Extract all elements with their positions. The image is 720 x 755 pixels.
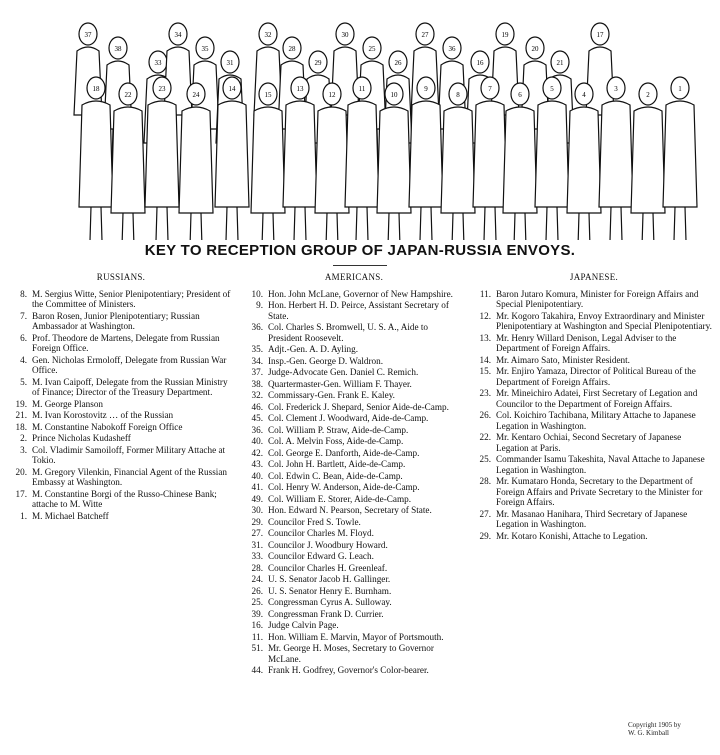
japanese-heading: JAPANESE. [569,272,619,282]
entry-text: Col. William E. Storer, Aide-de-Camp. [268,493,412,504]
figure-number: 15 [264,91,272,99]
entry-text: Col. Henry W. Anderson, Aide-de-Camp. [268,482,420,492]
entry-text: Col. William P. Straw, Aide-de-Camp. [268,424,409,435]
figure-number: 16 [476,59,484,67]
entry-text: Baron Jutaro Komura, Minister for Foreign Affairs and Special Plenipotentiary. [496,288,699,309]
japanese-entry [472,454,716,475]
figure [631,83,665,240]
figure-number: 22 [124,91,132,99]
american-entry [244,459,464,470]
entry-text: Prof. Theodore de Martens, Delegate from Russian Foreign Office. [32,332,220,353]
entry-number: 40. [251,470,263,481]
figure-number: 14 [228,85,236,93]
entry-number: 24. [251,574,263,584]
figure-number: 24 [192,91,200,99]
entry-text: M. Michael Batcheff [32,510,109,521]
entry-number: 29. [251,516,263,527]
entry-text: Councilor Charles H. Greenleaf. [268,562,388,573]
russian-entry [8,333,234,354]
entry-text: Insp.-Gen. George D. Waldron. [268,355,384,366]
entry-number: 51. [251,643,263,653]
entry-text: U. S. Senator Jacob H. Gallinger. [268,574,391,584]
entry-number: 11. [251,631,263,642]
russian-entry [8,377,234,398]
entry-number: 40. [251,436,263,446]
entry-text: Councilor Charles M. Floyd. [268,528,374,538]
figure-number: 10 [390,91,398,99]
japanese-list [472,289,716,542]
figure-number: 25 [368,45,376,53]
figure-number: 20 [531,45,539,53]
entry-number: 31. [251,539,263,550]
entry-number: 17. [15,488,27,499]
american-entry [244,289,464,300]
russian-entry [8,511,234,522]
american-entry [244,632,464,643]
russian-entry [8,311,234,332]
american-entry [244,620,464,631]
entry-text: Hon. John McLane, Governor of New Hampshire. [268,288,453,299]
group-figures-illustration [0,0,720,240]
figure-number: 1 [678,85,682,93]
entry-number: 8. [20,288,27,299]
figure-number: 9 [424,85,428,93]
title-rule [333,265,387,266]
entry-number: 41. [251,482,263,492]
page-title: KEY TO RECEPTION GROUP OF JAPAN-RUSSIA ENVOYS. [144,242,576,259]
entry-number: 34. [251,355,263,366]
american-entry [244,300,464,321]
entry-text: U. S. Senator Henry E. Burnham. [268,585,392,596]
american-entry [244,344,464,355]
figure-number: 7 [488,85,492,93]
entry-text: Mr. Kogoro Takahira, Envoy Extraordinary and Minister Plenipotentiary at Washington and Special Plenipotentiary. [496,310,712,331]
american-entry [244,597,464,608]
entry-text: Mr. Henry Willard Denison, Legal Adviser to the Department of Foreign Affairs. [496,332,677,353]
entry-text: Mr. Enjiro Yamaza, Director of Political Bureau of the Department of Foreign Affairs. [496,366,696,387]
figure-number: 4 [582,91,586,99]
entry-text: Frank H. Godfrey, Governor's Color-bearer. [268,665,429,675]
american-entry [244,505,464,516]
entry-number: 10. [251,288,263,299]
figure-number: 30 [341,31,349,39]
japanese-entry [472,355,716,366]
russian-entry [8,355,234,376]
figure-number: 8 [456,91,460,99]
entry-text: Col. A. Melvin Foss, Aide-de-Camp. [268,436,404,446]
entry-number: 22. [479,432,491,442]
american-entry [244,471,464,482]
entry-text: Judge-Advocate Gen. Daniel C. Remich. [268,367,419,377]
entry-number: 20. [15,466,27,477]
entry-number: 26. [251,585,263,596]
entry-number: 18. [15,421,27,432]
copyright-line-2: W. G. Kimball [628,729,669,737]
japanese-entry [472,311,716,332]
american-entry [244,586,464,597]
entry-text: Mr. Masanao Hanihara, Third Secretary of Japanese Legation in Washington. [496,508,688,529]
entry-text: M. Ivan Korostovitz … of the Russian [32,410,174,420]
japanese-entry [472,432,716,453]
japanese-entry [472,410,716,431]
figure-number: 3 [614,85,618,93]
american-entry [244,390,464,401]
american-entry [244,563,464,574]
entry-text: Col. George E. Danforth, Aide-de-Camp. [268,447,420,458]
entry-number: 33. [251,551,263,561]
entry-number: 30. [251,505,263,515]
entry-text: Col. Vladimir Samoiloff, Former Military Attache at Tokio. [32,444,226,465]
american-entry [244,574,464,585]
entry-text: Hon. Herbert H. D. Peirce, Assistant Secretary of State. [268,300,449,321]
entry-text: Hon. Edward N. Pearson, Secretary of State. [268,505,432,515]
american-entry [244,528,464,539]
entry-number: 39. [251,608,263,619]
american-entry [244,413,464,424]
entry-number: 12. [479,310,491,321]
entry-number: 16. [251,620,263,630]
figure-number: 11 [358,85,366,93]
american-entry [244,367,464,378]
figure-number: 6 [518,91,522,99]
figure-number: 26 [394,59,402,67]
russians-column [8,272,234,522]
entry-text: Col. Charles S. Bromwell, U. S. A., Aide to President Roosevelt. [268,322,429,343]
entry-number: 2. [20,433,27,443]
japanese-entry [472,531,716,542]
american-entry [244,517,464,528]
american-entry [244,436,464,447]
entry-text: Congressman Frank D. Currier. [268,608,384,619]
figure-number: 34 [174,31,182,39]
entry-number: 25. [479,454,491,464]
american-entry [244,551,464,562]
japanese-column [472,272,716,542]
entry-number: 9. [256,300,263,310]
entry-number: 6. [20,332,27,343]
entry-text: Councilor Fred S. Towle. [268,516,361,527]
entry-number: 28. [479,476,491,486]
figure-number: 33 [154,59,162,67]
figure-number: 21 [556,59,564,67]
entry-number: 19. [15,398,27,409]
american-entry [244,425,464,436]
entry-text: Gen. Nicholas Ermoloff, Delegate from Russian War Office. [32,354,227,375]
entry-number: 36. [251,322,263,332]
american-entry [244,643,464,664]
entry-number: 23. [479,388,491,398]
entry-text: Hon. William E. Marvin, Mayor of Portsmouth. [268,631,444,642]
american-entry [244,482,464,493]
russians-heading: RUSSIANS. [96,272,146,282]
entry-number: 7. [20,310,27,321]
entry-text: Mr. Mineichiro Adatei, First Secretary of Legation and Councilor to the Department of Foreign Affairs. [496,388,698,409]
figure-number: 38 [114,45,122,53]
entry-number: 3. [20,444,27,455]
entry-text: Councilor J. Woodbury Howard. [268,539,388,550]
russians-list [8,289,234,522]
japanese-entry [472,366,716,387]
entry-text: Commander Isamu Takeshita, Naval Attache to Japanese Legation in Washington. [496,454,705,475]
figure-number: 37 [84,31,92,39]
entry-text: Quartermaster-Gen. William F. Thayer. [268,378,412,389]
entry-text: Prince Nicholas Kudasheff [32,433,131,443]
entry-number: 38. [251,378,263,389]
entry-number: 49. [251,493,263,504]
russian-entry [8,399,234,410]
figure-number: 18 [92,85,100,93]
entry-text: Col. Frederick J. Shepard, Senior Aide-de-Camp. [268,401,449,412]
entry-number: 37. [251,367,263,377]
entry-number: 25. [251,597,263,607]
entry-text: Col. Clement J. Woodward, Aide-de-Camp. [268,413,429,423]
entry-text: Col. Koichiro Tachibana, Military Attache to Japanese Legation in Washington. [496,410,696,431]
entry-text: Judge Calvin Page. [268,620,339,630]
figure-number: 23 [158,85,166,93]
entry-number: 36. [251,424,263,435]
entry-number: 35. [251,344,263,354]
americans-column [244,272,464,677]
russian-entry [8,467,234,488]
americans-list [244,289,464,676]
entry-text: M. Ivan Caipoff, Delegate from the Russian Ministry of Finance; Director of the Treasury Department. [32,376,228,397]
figure-number: 32 [264,31,272,39]
entry-number: 15. [479,366,491,376]
entry-number: 11. [479,288,491,299]
entry-text: Commissary-Gen. Frank E. Kaley. [268,390,395,400]
russian-entry [8,489,234,510]
entry-number: 46. [251,401,263,412]
entry-text: M. Gregory Vilenkin, Financial Agent of the Russian Embassy at Washington. [32,466,227,487]
entry-text: Baron Rosen, Junior Plenipotentiary; Russian Ambassador at Washington. [32,310,200,331]
figure-number: 31 [226,59,234,67]
figure-number: 35 [201,45,209,53]
copyright-notice [628,721,681,737]
entry-number: 27. [479,508,491,519]
american-entry [244,448,464,459]
copyright-line-1: Copyright 1905 by [628,721,681,729]
japanese-entry [472,388,716,409]
japanese-entry [472,476,716,508]
entry-text: M. Sergius Witte, Senior Plenipotentiary; President of the Committee of Ministers. [32,288,231,309]
entry-text: M. George Planson [32,398,104,409]
entry-number: 4. [20,354,27,365]
americans-heading: AMERICANS. [324,272,384,282]
entry-number: 32. [251,390,263,400]
american-entry [244,322,464,343]
russian-entry [8,445,234,466]
entry-text: Adjt.-Gen. A. D. Ayling. [268,344,359,354]
american-entry [244,402,464,413]
russian-entry [8,410,234,421]
entry-number: 45. [251,413,263,423]
figure-number: 12 [328,91,336,99]
american-entry [244,609,464,620]
entry-text: Col. John H. Bartlett, Aide-de-Camp. [268,459,406,469]
entry-number: 1. [20,510,27,521]
entry-number: 29. [479,530,491,541]
figure [663,77,697,240]
entry-number: 43. [251,459,263,469]
figure-number: 27 [421,31,429,39]
entry-text: M. Constantine Borgi of the Russo-Chinese Bank; attache to M. Witte [32,488,217,509]
entry-number: 21. [15,410,27,420]
entry-number: 14. [479,354,491,365]
entry-number: 26. [479,410,491,420]
figure-number: 2 [646,91,650,99]
japanese-entry [472,333,716,354]
entry-text: Mr. Kentaro Ochiai, Second Secretary of Japanese Legation at Paris. [496,432,682,453]
russian-entry [8,422,234,433]
japanese-entry [472,509,716,530]
entry-number: 13. [479,332,491,343]
entry-number: 28. [251,562,263,573]
figure-number: 5 [550,85,554,93]
american-entry [244,540,464,551]
entry-text: Councilor Edward G. Leach. [268,551,374,561]
entry-text: Mr. Aimaro Sato, Minister Resident. [496,354,630,365]
russian-entry [8,433,234,444]
figure-number: 19 [501,31,509,39]
american-entry [244,494,464,505]
entry-text: Col. Edwin C. Bean, Aide-de-Camp. [268,470,403,481]
figure-number: 17 [596,31,604,39]
entry-number: 44. [251,665,263,675]
entry-number: 42. [251,447,263,458]
entry-number: 5. [20,376,27,387]
american-entry [244,379,464,390]
figure-number: 29 [314,59,322,67]
figure-number: 13 [296,85,304,93]
entry-number: 27. [251,528,263,538]
american-entry [244,665,464,676]
figure-number: 28 [288,45,296,53]
entry-text: Mr. Kotaro Konishi, Attache to Legation. [496,530,648,541]
entry-text: Congressman Cyrus A. Sulloway. [268,597,392,607]
entry-text: Mr. George H. Moses, Secretary to Governor McLane. [268,643,434,664]
entry-text: M. Constantine Nabokoff Foreign Office [32,421,183,432]
japanese-entry [472,289,716,310]
entry-text: Mr. Kumataro Honda, Secretary to the Department of Foreign Affairs and Private Secretary to the Minister for Foreign Affairs. [496,476,703,507]
figure-number: 36 [448,45,456,53]
american-entry [244,356,464,367]
russian-entry [8,289,234,310]
